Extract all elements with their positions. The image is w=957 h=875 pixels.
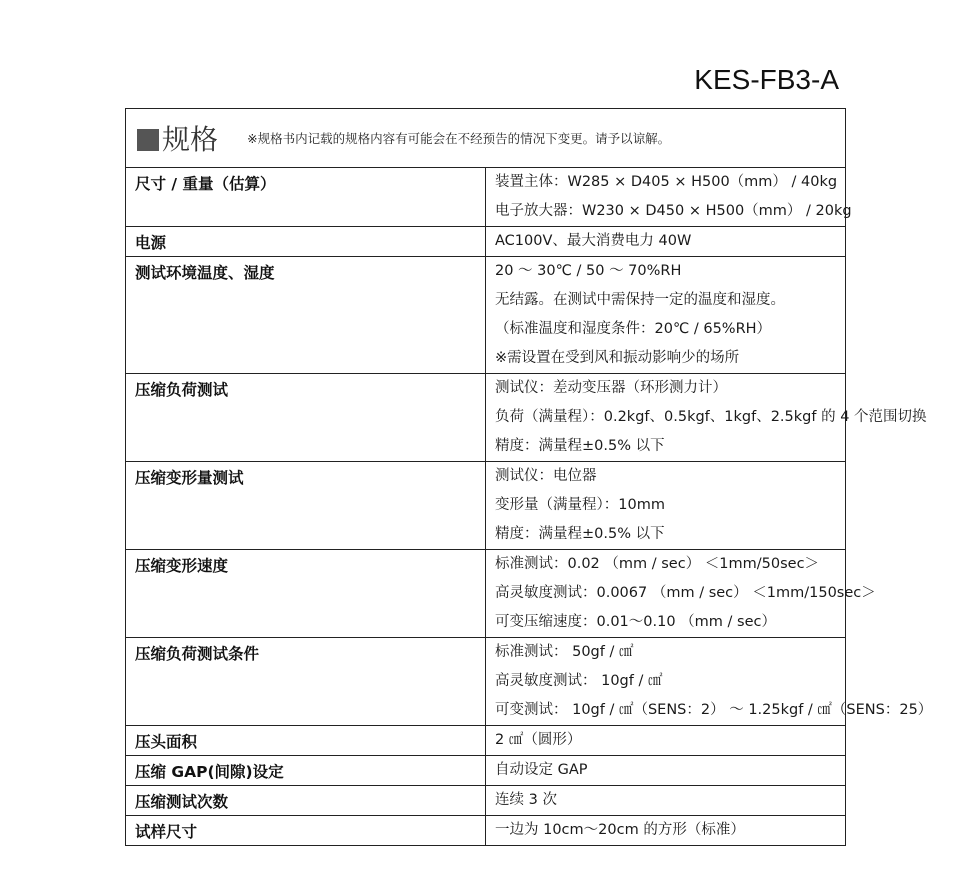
spec-section-title: [137, 123, 218, 156]
spec-row: [126, 816, 846, 846]
spec-row: [126, 257, 846, 374]
spec-value-line: 装置主体：W285 × D405 × H500（mm） / 40kg: [495, 174, 838, 190]
spec-row: [126, 227, 846, 257]
spec-label: 压缩变形量测试: [126, 462, 486, 550]
spec-value-line: 一边为 10cm～20cm 的方形（标准）: [495, 822, 745, 838]
spec-value-line: 2 ㎠（圆形）: [495, 732, 582, 748]
spec-label: 压缩负荷测试: [126, 374, 486, 462]
spec-value: [486, 257, 846, 374]
spec-header-row: [126, 109, 846, 168]
square-bullet-icon: [137, 129, 159, 151]
spec-value: [486, 726, 846, 756]
spec-value-line: 可变压缩速度：0.01～0.10 （mm / sec）: [495, 614, 776, 630]
spec-value-line: 标准测试：0.02 （mm / sec） ＜1mm/50sec＞: [495, 556, 820, 572]
spec-value-line: 变形量（满量程）：10mm: [495, 497, 665, 513]
spec-value: [486, 168, 852, 227]
spec-value: [486, 550, 876, 638]
spec-label: 尺寸 / 重量（估算）: [126, 168, 486, 227]
spec-row: [126, 168, 846, 227]
spec-label: 压缩负荷测试条件: [126, 638, 486, 726]
spec-value-line: ※需设置在受到风和振动影响少的场所: [495, 350, 740, 366]
spec-value-line: 可变测试： 10gf / ㎠（SENS：2） ～ 1.25kgf / ㎠（SENS：25）: [495, 702, 933, 718]
spec-value-line: （标准温度和湿度条件：20℃ / 65%RH）: [495, 321, 772, 337]
spec-value: [486, 462, 846, 550]
spec-label: 压缩 GAP(间隙)设定: [126, 756, 486, 786]
spec-row: [126, 786, 846, 816]
spec-row: [126, 726, 846, 756]
spec-value: [486, 756, 846, 786]
spec-value-line: 精度：满量程±0.5% 以下: [495, 438, 665, 454]
spec-value-line: 无结露。在测试中需保持一定的温度和湿度。: [495, 292, 785, 308]
spec-row: [126, 550, 846, 638]
spec-row: [126, 756, 846, 786]
spec-value-line: 高灵敏度测试： 10gf / ㎠: [495, 673, 663, 689]
spec-label: 电源: [126, 227, 486, 257]
spec-value-line: AC100V、最大消费电力 40W: [495, 233, 692, 249]
spec-value-line: 标准测试： 50gf / ㎠: [495, 644, 634, 660]
spec-label: 测试环境温度、湿度: [126, 257, 486, 374]
spec-value: [486, 638, 933, 726]
spec-row: [126, 462, 846, 550]
spec-row: [126, 374, 846, 462]
spec-disclaimer-note: ※规格书内记载的规格内容有可能会在不经预告的情况下变更。请予以谅解。: [247, 131, 671, 146]
spec-rows: [126, 168, 933, 846]
spec-label: 压头面积: [126, 726, 486, 756]
spec-value: [486, 786, 846, 816]
spec-label: 压缩测试次数: [126, 786, 486, 816]
spec-value-line: 自动设定 GAP: [495, 762, 588, 778]
spec-label: 压缩变形速度: [126, 550, 486, 638]
spec-section-title-text: 规格: [162, 123, 219, 156]
spec-value-line: 测试仪：差动变压器（环形测力计）: [495, 380, 727, 396]
spec-value-line: 电子放大器：W230 × D450 × H500（mm） / 20kg: [495, 203, 852, 219]
spec-header: [126, 109, 846, 168]
spec-value: [486, 227, 846, 257]
spec-value: [486, 374, 927, 462]
spec-value: [486, 816, 846, 846]
spec-value-line: 测试仪：电位器: [495, 468, 597, 484]
spec-value-line: 20 ～ 30℃ / 50 ～ 70%RH: [495, 263, 682, 279]
spec-value-line: 负荷（满量程）：0.2kgf、0.5kgf、1kgf、2.5kgf 的 4 个范围切换: [495, 409, 927, 425]
model-number: KES-FB3-A: [694, 64, 839, 95]
spec-table: [125, 108, 933, 846]
spec-row: [126, 638, 846, 726]
spec-value-line: 连续 3 次: [495, 792, 557, 808]
spec-label: 试样尺寸: [126, 816, 486, 846]
spec-value-line: 高灵敏度测试：0.0067 （mm / sec） ＜1mm/150sec＞: [495, 585, 876, 601]
spec-value-line: 精度：满量程±0.5% 以下: [495, 526, 665, 542]
